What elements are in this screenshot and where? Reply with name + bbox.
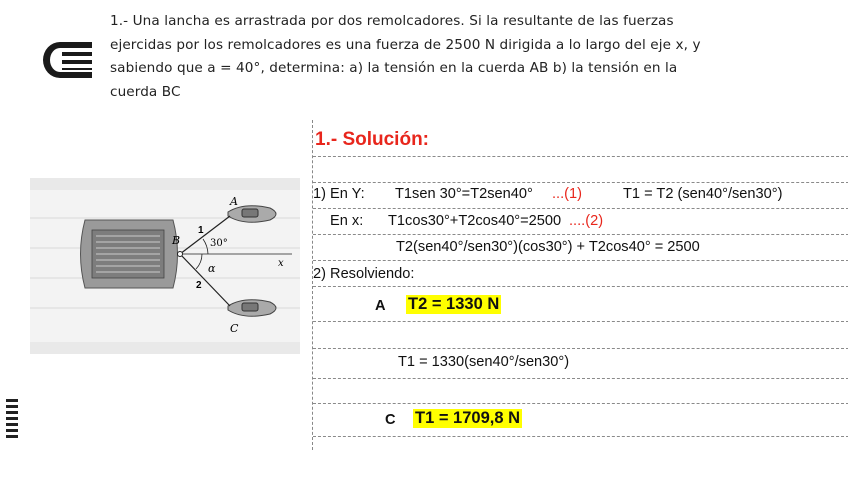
barge-shape (81, 220, 181, 288)
equation-ref-2: ....(2) (569, 213, 604, 229)
result-c-value: T1 = 1709,8 N (415, 409, 521, 427)
result-a-label: A (375, 298, 386, 314)
menu-lines-icon (6, 399, 18, 443)
label-alpha: α (208, 262, 216, 275)
statement-line: sabiendo que a = 40°, determina: a) la tensión en la cuerda AB b) la tensión en la (110, 60, 678, 76)
statement-line: ejercidas por los remolcadores es una fuerza de 2500 N dirigida a lo largo del eje x, y (110, 36, 701, 53)
institution-logo-icon (38, 40, 94, 80)
equation-4: T1 = 1330(sen40°/sen30°) (398, 354, 570, 370)
enx-label: En x: (330, 213, 364, 229)
step1-label: 1) En Y: (313, 186, 365, 202)
label-a: A (230, 195, 238, 208)
equation-2: T1cos30°+T2cos40°=2500 (388, 213, 562, 229)
equation-1b: T1 = T2 (sen40°/sen30°) (623, 186, 783, 202)
solution-notebook (312, 120, 848, 450)
result-c-label: C (385, 412, 396, 428)
label-c: C (230, 322, 239, 335)
label-x-axis: x (278, 258, 284, 269)
solution-title: 1.- Solución: (315, 129, 429, 150)
equation-3: T2(sen40°/sen30°)(cos30°) + T2cos40° = 2500 (396, 239, 700, 255)
tugboat-diagram (30, 178, 300, 354)
label-angle-30: 30° (210, 238, 228, 249)
label-cable-1: 1 (198, 225, 204, 236)
tugboat-a-icon (228, 206, 276, 223)
statement-line: 1.- Una lancha es arrastrada por dos remolcadores. Si la resultante de las fuerzas (110, 13, 674, 29)
label-b: B (172, 234, 181, 247)
equation-ref-1: ...(1) (552, 186, 582, 202)
tugboat-c-icon (228, 300, 276, 317)
label-cable-2: 2 (196, 280, 202, 291)
statement-line: cuerda BC (110, 83, 181, 100)
result-a-value: T2 = 1330 N (408, 295, 500, 313)
problem-statement (110, 10, 810, 104)
equation-1: T1sen 30°=T2sen40° (395, 186, 533, 202)
step2-label: 2) Resolviendo: (313, 266, 415, 282)
